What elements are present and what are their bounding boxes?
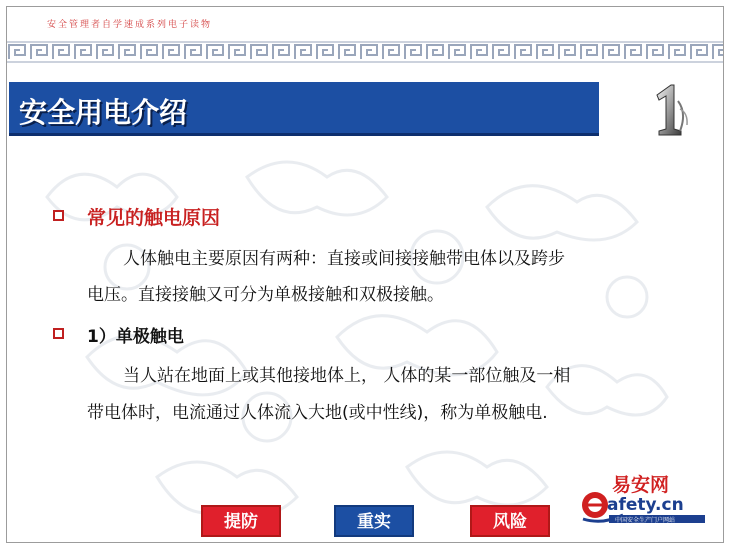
slide-frame <box>6 6 724 543</box>
greek-key-border <box>7 41 724 63</box>
subheading: 1）单极触电 <box>87 327 184 347</box>
nav-button-fengxian[interactable]: 风险 <box>470 505 550 537</box>
bullet-square-icon <box>53 210 64 221</box>
slide-title: 安全用电介绍 <box>19 96 188 129</box>
chapter-numeral-1 <box>647 81 695 139</box>
logo-english-name: afety.cn <box>607 495 684 515</box>
title-bar <box>9 82 599 136</box>
paragraph1-line1: 人体触电主要原因有两种：直接或间接接触带电体以及跨步 <box>123 249 565 269</box>
paragraph2-line1: 当人站在地面上或其他接地体上， 人体的某一部位触及一相 <box>123 366 571 386</box>
bullet-square-icon <box>53 328 64 339</box>
paragraph1-line2: 电压。直接接触又可分为单极接触和双极接触。 <box>87 285 444 305</box>
nav-button-zhongshi[interactable]: 重实 <box>334 505 414 537</box>
logo-tagline: 中国安全生产门户网站 <box>615 517 676 524</box>
paragraph2-line2: 带电体时，电流通过人体流入大地(或中性线)，称为单极触电. <box>87 403 548 423</box>
nav-button-tifang[interactable]: 提防 <box>201 505 281 537</box>
header-caption: 安全管理者自学速成系列电子读物 <box>47 20 213 30</box>
logo-chinese-name: 易安网 <box>612 474 670 496</box>
section-heading: 常见的触电原因 <box>87 207 221 229</box>
